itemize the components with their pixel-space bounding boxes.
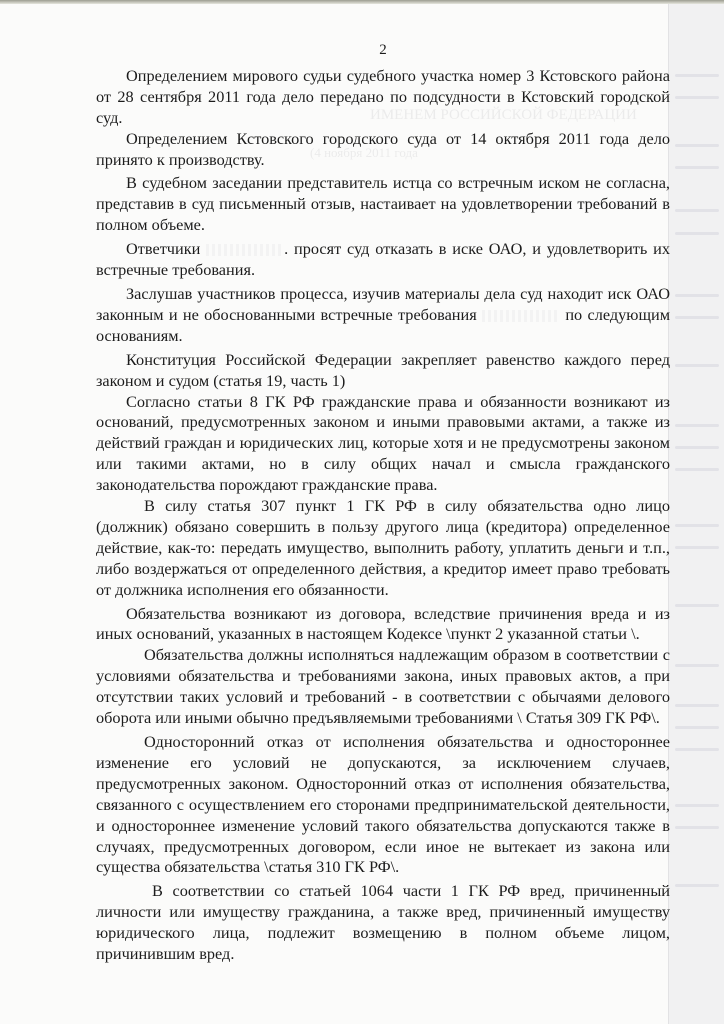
- redacted-counterclaimant-names: [482, 310, 560, 322]
- paragraph-plaintiff-representative: В судебном заседании представитель истца со встречным иском не согласна, представив в суд письменный отзыв, настаивает на удовлетворении требований в полном объеме.: [96, 173, 670, 235]
- court-finding-grounds: по следующим основаниям.: [96, 304, 670, 345]
- paragraph-defendants-request: [96, 239, 670, 281]
- paragraph-obligations-origin: Обязательства возникают из договора, вследствие причинения вреда и из иных оснований, указанных в настоящем Кодексе \пункт 2 указанной статьи \.: [96, 603, 670, 644]
- paragraph-transfer-jurisdiction: Определением мирового судьи судебного участка номер 3 Кстовского района от 28 сентября 2011 года дело передано по подсудности в Кстовский городской суд.: [96, 65, 670, 127]
- paragraph-court-finding: [96, 284, 670, 347]
- paragraph-article-309: Обязательства должны исполняться надлежащим образом в соответствии с условиями обязательства и требованиями закона, иных правовых актов, а при отсутствии таких условий и требований - в соответствии с обычаями делового оборота или иными обычно предъявляемыми требованиями \ Статья 309 ГК РФ\.: [96, 645, 670, 728]
- paragraph-article-1064: В соответствии со статьей 1064 части 1 ГК РФ вред, причиненный личности или имуществу гражданина, а также вред, причиненный имуществу юридического лица, подлежит возмещению в полном объеме лицом, причинившим вред.: [96, 881, 670, 964]
- adjacent-sheet-edge: [668, 4, 724, 1024]
- scan-top-edge: [0, 0, 724, 4]
- bleed-through-date: (4 ноября 2011 года: [310, 145, 418, 160]
- paragraph-constitution: Конституция Российской Федерации закрепляет равенство каждого перед законом и судом (статья 19, часть 1): [96, 349, 670, 390]
- paragraph-article-8: Согласно статьи 8 ГК РФ гражданские права и обязанности возникают из оснований, предусмотренных законом и иными правовыми актами, а также из действий граждан и юридических лиц, которые хотя и не предусмотрены законом или такими актами, но в силу общих начал и смысла гражданского законодательства порождают гражданские права.: [96, 391, 670, 495]
- page-number: 2: [379, 42, 387, 58]
- paragraph-article-310: Односторонний отказ от исполнения обязательства и одностороннее изменение его условий не допускаются, за исключением случаев, предусмотренных законом. Односторонний отказ от исполнения обязательства, связанного с осуществлением его сторонами предпринимательской деятельности, и одностороннее изменение условий такого обязательства допускаются также в случаях, предусмотренных договором, если иное не вытекает из закона или существа обязательства \статья 310 ГК РФ\.: [96, 732, 670, 877]
- redacted-defendant-names: [206, 244, 284, 256]
- paragraph-accepted-for-proceedings: Определением Кстовского городского суда от 14 октября 2011 года дело принято к производству.: [96, 128, 670, 169]
- bleed-through-heading: ИМЕНЕМ РОССИЙСКОЙ ФЕДЕРАЦИИ: [370, 107, 637, 123]
- court-finding-text: Заслушав участников процесса, изучив материалы дела суд находит иск ОАО законным и не обоснованными встречные требования: [96, 283, 670, 324]
- defendants-request-text: . просят суд отказать в иске ОАО, и удовлетворить их встречные требования.: [96, 239, 670, 280]
- paragraph-article-307: В силу статья 307 пункт 1 ГК РФ в силу обязательства одно лицо (должник) обязано совершить в пользу другого лица (кредитора) определенное действие, как-то: передать имущество, выполнить работу, уплатить деньги и т.п., либо воздержаться от определенного действия, а кредитор имеет право требовать от должника исполнения его обязанности.: [96, 496, 670, 599]
- document-page: [96, 40, 670, 965]
- defendants-label: Ответчики: [126, 239, 201, 259]
